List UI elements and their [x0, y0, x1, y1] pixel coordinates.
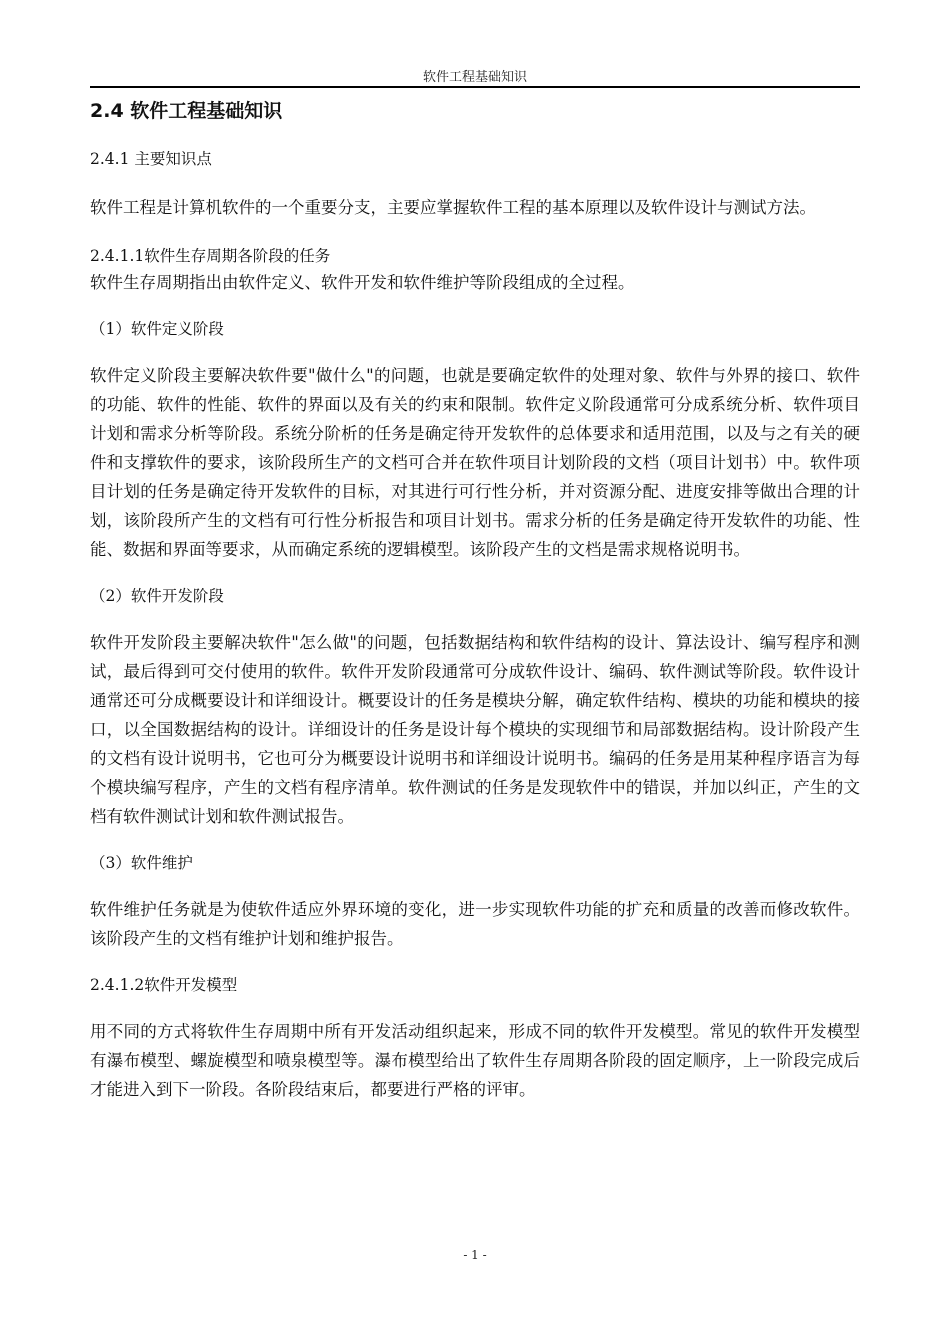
intro-paragraph: 软件工程是计算机软件的一个重要分支，主要应掌握软件工程的基本原理以及软件设计与测试方法。 [90, 198, 816, 217]
phase2-title: （2）软件开发阶段 [90, 587, 224, 605]
section-title: 2.4 软件工程基础知识 [90, 100, 283, 122]
running-header: 软件工程基础知识 [422, 70, 527, 85]
phase3-paragraph: 软件维护任务就是为使软件适应外界环境的变化，进一步实现软件功能的扩充和质量的改善而修改软件。该阶段产生的文档有维护计划和维护报告。 [90, 900, 860, 948]
page-number: - 1 - [463, 1248, 487, 1262]
header-rule [90, 86, 860, 88]
phase2-paragraph: 软件开发阶段主要解决软件"怎么做"的问题，包括数据结构和软件结构的设计、算法设计、编写程序和测试，最后得到可交付使用的软件。软件开发阶段通常可分成软件设计、编码、软件测试等阶段。软件设计通常还可分成概要设计和详细设计。概要设计的任务是模块分解，确定软件结构、模块的功能和模块的接口，以全国数据结构的设计。详细设计的任务是设计每个模块的实现细节和局部数据结构。设计阶段产生的文档有设计说明书，它也可分为概要设计说明书和详细设计说明书。编码的任务是用某种程序语言为每个模块编写程序，产生的文档有程序清单。软件测试的任务是发现软件中的错误，并加以纠正，产生的文档有软件测试计划和软件测试报告。 [90, 633, 860, 826]
subsubsection-title-1: 2.4.1.1软件生存周期各阶段的任务 [90, 247, 331, 265]
subsection-title: 2.4.1 主要知识点 [90, 150, 212, 168]
phase3-title: （3）软件维护 [90, 854, 193, 872]
phase1-paragraph: 软件定义阶段主要解决软件要"做什么"的问题，也就是要确定软件的处理对象、软件与外界的接口、软件的功能、软件的性能、软件的界面以及有关的约束和限制。软件定义阶段通常可分成系统分析、软件项目计划和需求分析等阶段。系统分阶析的任务是确定待开发软件的总体要求和适用范围，以及与之有关的硬件和支撑软件的要求，该阶段所生产的文档可合并在软件项目计划阶段的文档（项目计划书）中。软件项目计划的任务是确定待开发软件的目标，对其进行可行性分析，并对资源分配、进度安排等做出合理的计划，该阶段所产生的文档有可行性分析报告和项目计划书。需求分析的任务是确定待开发软件的功能、性能、数据和界面等要求，从而确定系统的逻辑模型。该阶段产生的文档是需求规格说明书。 [90, 366, 860, 559]
lifecycle-lead-paragraph: 软件生存周期指出由软件定义、软件开发和软件维护等阶段组成的全过程。 [90, 273, 635, 292]
dev-model-paragraph: 用不同的方式将软件生存周期中所有开发活动组织起来，形成不同的软件开发模型。常见的软件开发模型有瀑布模型、螺旋模型和喷泉模型等。瀑布模型给出了软件生存周期各阶段的固定顺序，上一阶段完成后才能进入到下一阶段。各阶段结束后，都要进行严格的评审。 [90, 1022, 860, 1099]
subsubsection-title-2: 2.4.1.2软件开发模型 [90, 976, 238, 994]
page-content [90, 98, 860, 1104]
phase1-title: （1）软件定义阶段 [90, 320, 224, 338]
